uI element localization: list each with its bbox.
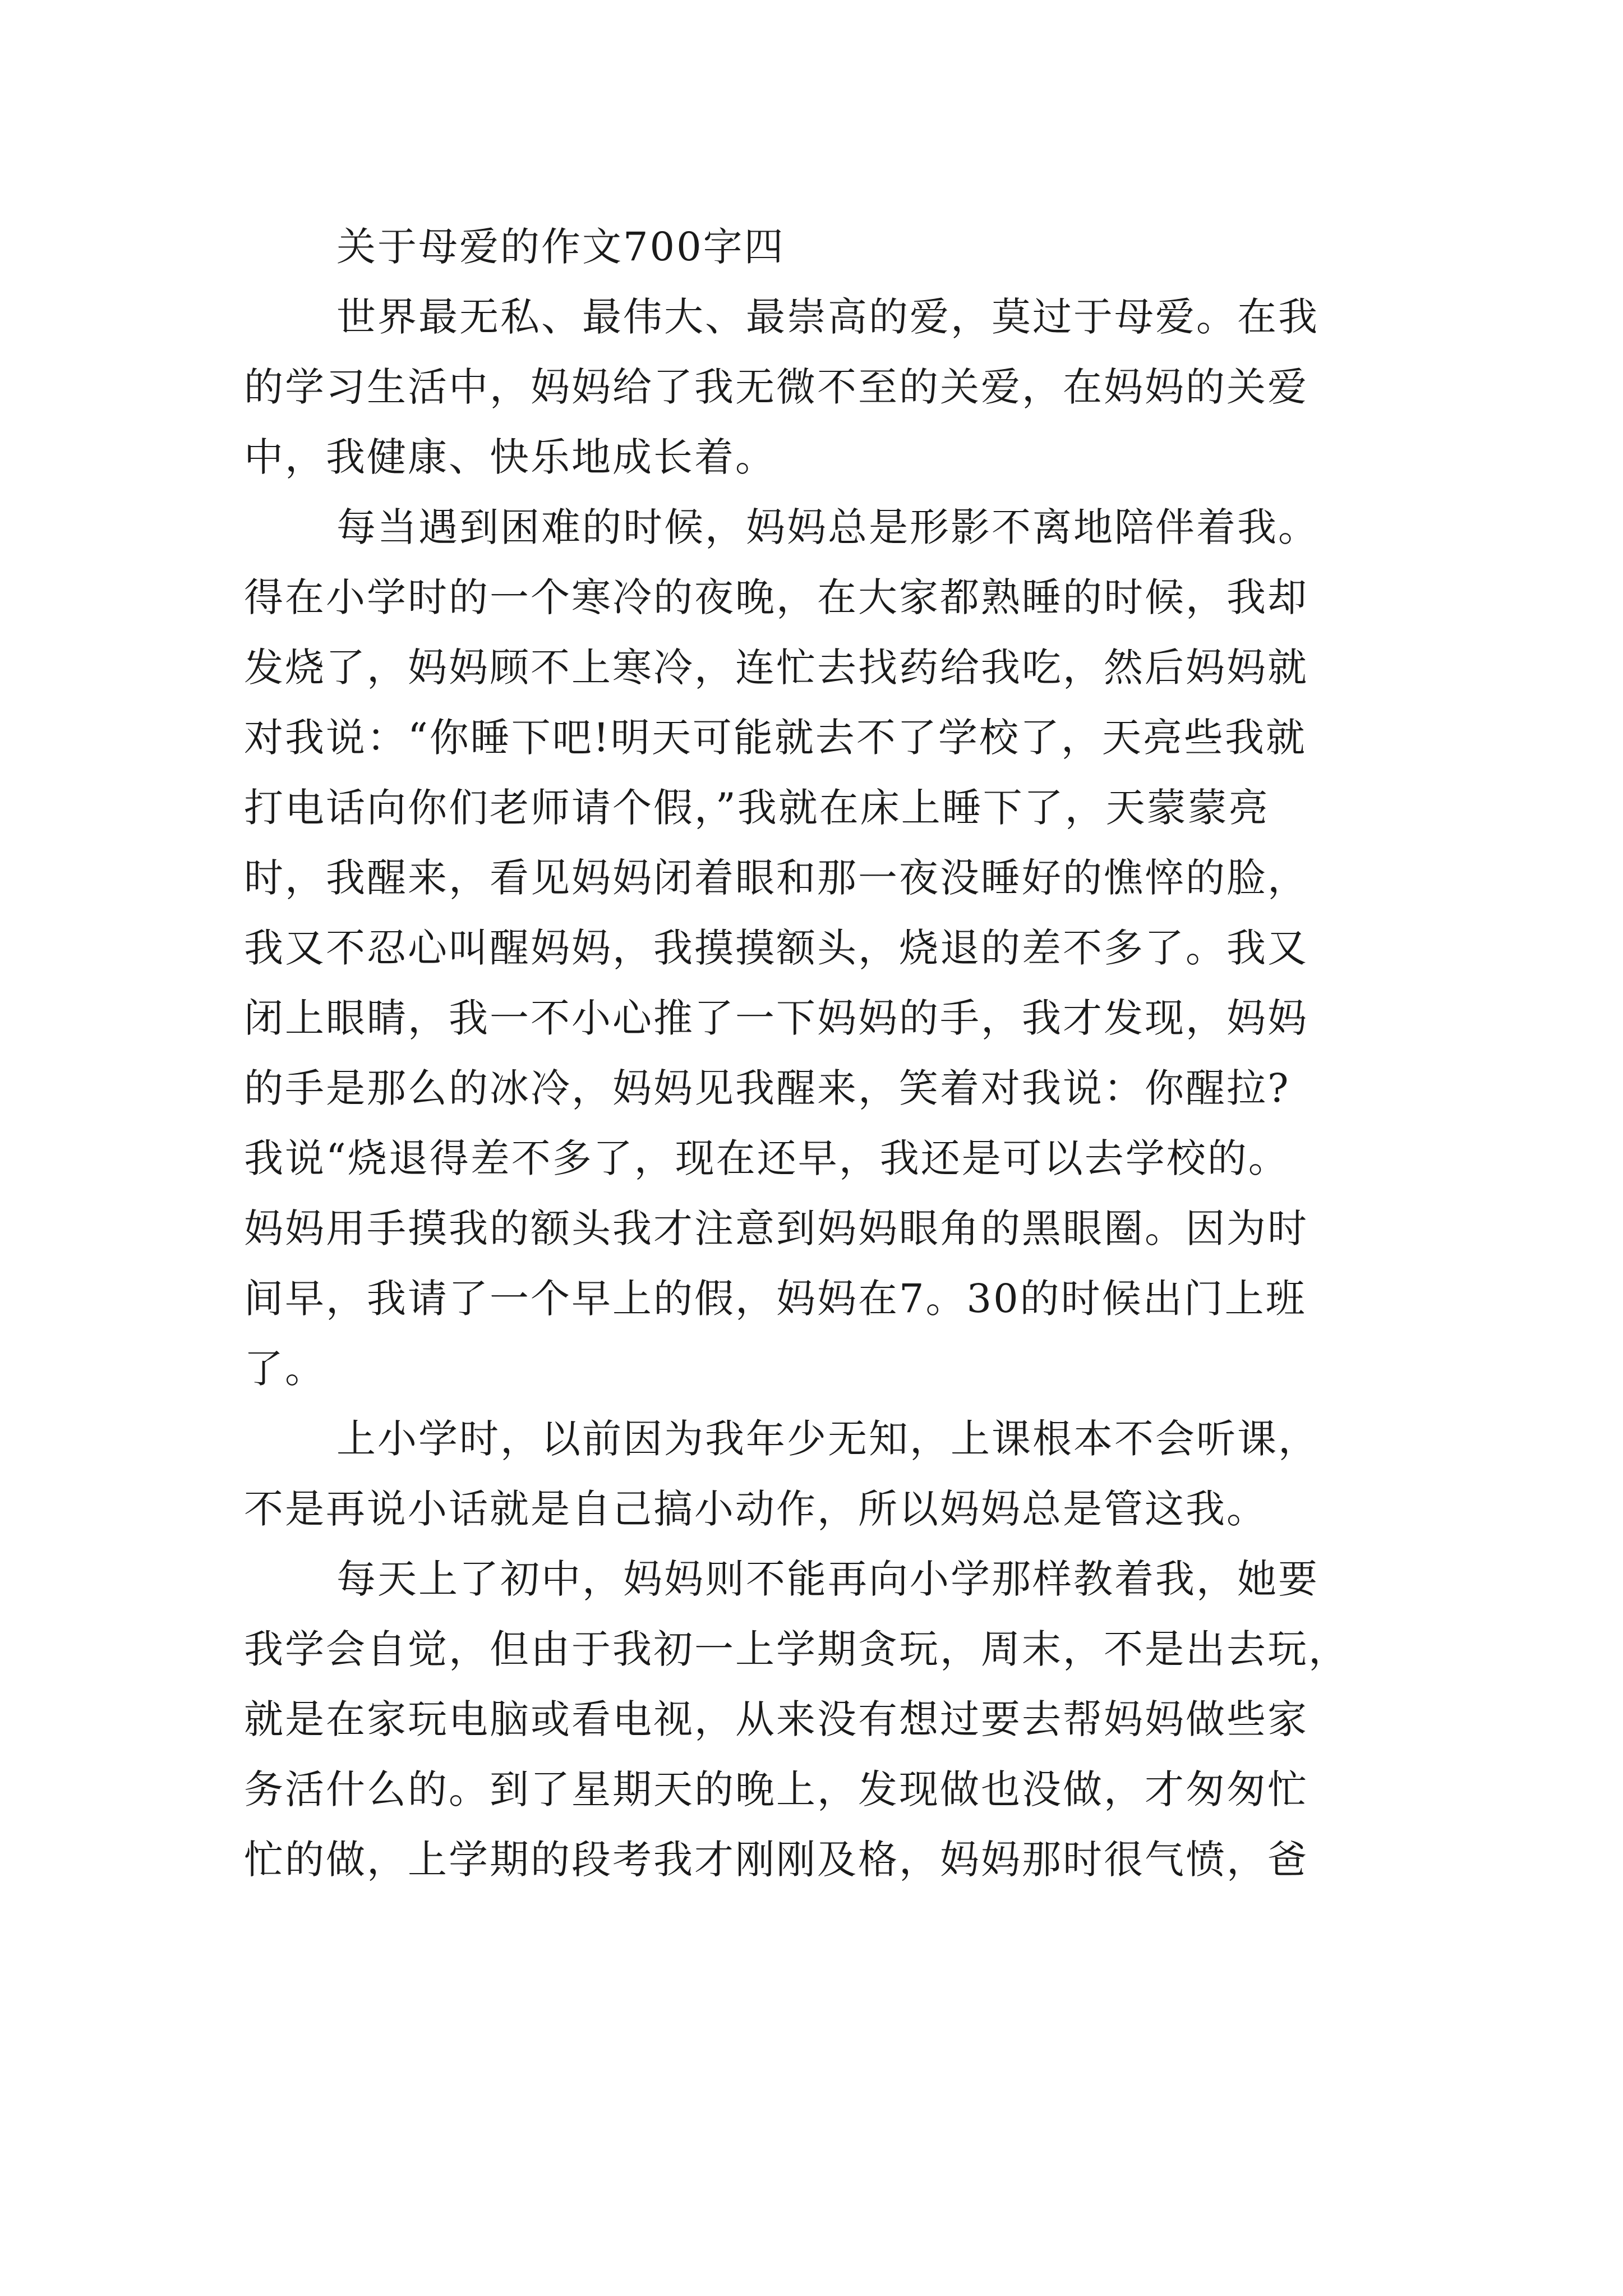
essay-title: 关于母爱的作文700字四 <box>336 224 785 270</box>
paragraph-line: 我学会自觉，但由于我初一上学期贪玩，周末，不是出去玩， <box>244 1626 1349 1672</box>
paragraph-line: 中，我健康、快乐地成长着。 <box>244 434 776 480</box>
paragraph-line: 忙的做，上学期的段考我才刚刚及格，妈妈那时很气愤，爸 <box>244 1837 1308 1883</box>
paragraph-line: 上小学时，以前因为我年少无知，上课根本不会听课， <box>336 1416 1319 1462</box>
paragraph-line: 对我说：“你睡下吧!明天可能就去不了学校了，天亮些我就 <box>244 715 1307 761</box>
paragraph-line: 的学习生活中，妈妈给了我无微不至的关爱，在妈妈的关爱 <box>244 364 1308 410</box>
paragraph-line: 了。 <box>244 1346 326 1392</box>
paragraph-line: 发烧了，妈妈顾不上寒冷，连忙去找药给我吃，然后妈妈就 <box>244 645 1308 691</box>
paragraph-line: 妈妈用手摸我的额头我才注意到妈妈眼角的黑眼圈。因为时 <box>244 1205 1308 1251</box>
paragraph-line: 不是再说小话就是自己搞小动作，所以妈妈总是管这我。 <box>244 1486 1267 1532</box>
paragraph-line: 时，我醒来，看见妈妈闭着眼和那一夜没睡好的憔悴的脸， <box>244 855 1308 901</box>
paragraph-line: 我又不忍心叫醒妈妈，我摸摸额头，烧退的差不多了。我又 <box>244 925 1308 971</box>
paragraph-line: 我说“烧退得差不多了，现在还早，我还是可以去学校的。 <box>244 1135 1289 1181</box>
paragraph-line: 每当遇到困难的时候，妈妈总是形影不离地陪伴着我。 <box>336 504 1319 550</box>
paragraph-line: 得在小学时的一个寒冷的夜晚，在大家都熟睡的时候，我却 <box>244 574 1308 620</box>
paragraph-line: 间早，我请了一个早上的假，妈妈在7。30的时候出门上班 <box>244 1276 1307 1322</box>
paragraph-line: 世界最无私、最伟大、最崇高的爱，莫过于母爱。在我 <box>336 294 1319 340</box>
paragraph-line: 每天上了初中，妈妈则不能再向小学那样教着我，她要 <box>336 1556 1319 1602</box>
paragraph-line: 务活什么的。到了星期天的晚上，发现做也没做，才匆匆忙 <box>244 1766 1308 1812</box>
paragraph-line: 就是在家玩电脑或看电视，从来没有想过要去帮妈妈做些家 <box>244 1696 1308 1742</box>
paragraph-line: 打电话向你们老师请个假，”我就在床上睡下了，天蒙蒙亮 <box>244 785 1270 831</box>
paragraph-line: 的手是那么的冰冷，妈妈见我醒来，笑着对我说：你醒拉? <box>244 1065 1290 1111</box>
paragraph-line: 闭上眼睛，我一不小心推了一下妈妈的手，我才发现，妈妈 <box>244 995 1308 1041</box>
